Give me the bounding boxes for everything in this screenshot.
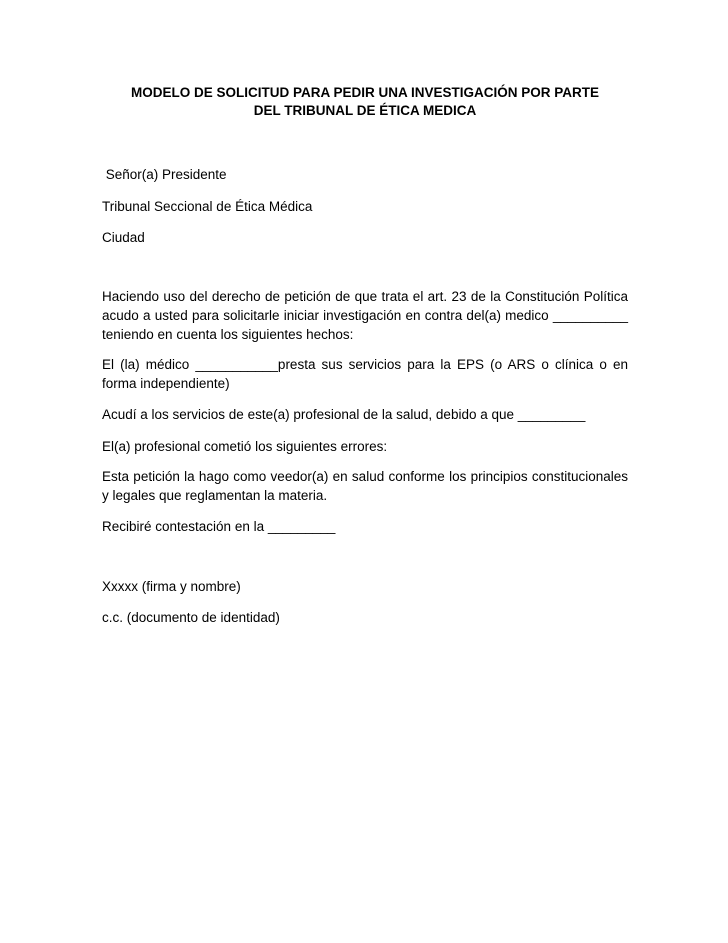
recipient-organization: Tribunal Seccional de Ética Médica <box>102 199 313 214</box>
paragraph-intro: Haciendo uso del derecho de petición de que trata el art. 23 de la Constitución Política acudo a usted para solicitarle iniciar investigación en contra del(a) medico __________ teniendo en cuenta los siguientes hechos: <box>102 289 628 342</box>
signature-name: Xxxxx (firma y nombre) <box>102 579 241 594</box>
title-line-1: MODELO DE SOLICITUD PARA PEDIR UNA INVESTIGACIÓN POR PARTE <box>130 85 600 100</box>
paragraph-petition: Esta petición la hago como veedor(a) en salud conforme los principios constitucionales y legales que reglamentan la materia. <box>102 469 628 503</box>
recipient-city: Ciudad <box>102 230 145 245</box>
paragraph-doctor: El (la) médico ___________presta sus servicios para la EPS (o ARS o clínica o en forma independiente) <box>102 357 628 391</box>
paragraph-errors: El(a) profesional cometió los siguientes errores: <box>102 439 388 454</box>
document-title <box>102 84 628 120</box>
recipient-title: Señor(a) Presidente <box>102 167 227 182</box>
paragraph-response: Recibiré contestación en la _________ <box>102 519 336 534</box>
signature-id: c.c. (documento de identidad) <box>102 610 280 625</box>
title-line-2: DEL TRIBUNAL DE ÉTICA MEDICA <box>253 103 477 118</box>
paragraph-visit: Acudí a los servicios de este(a) profesional de la salud, debido a que _________ <box>102 407 586 422</box>
